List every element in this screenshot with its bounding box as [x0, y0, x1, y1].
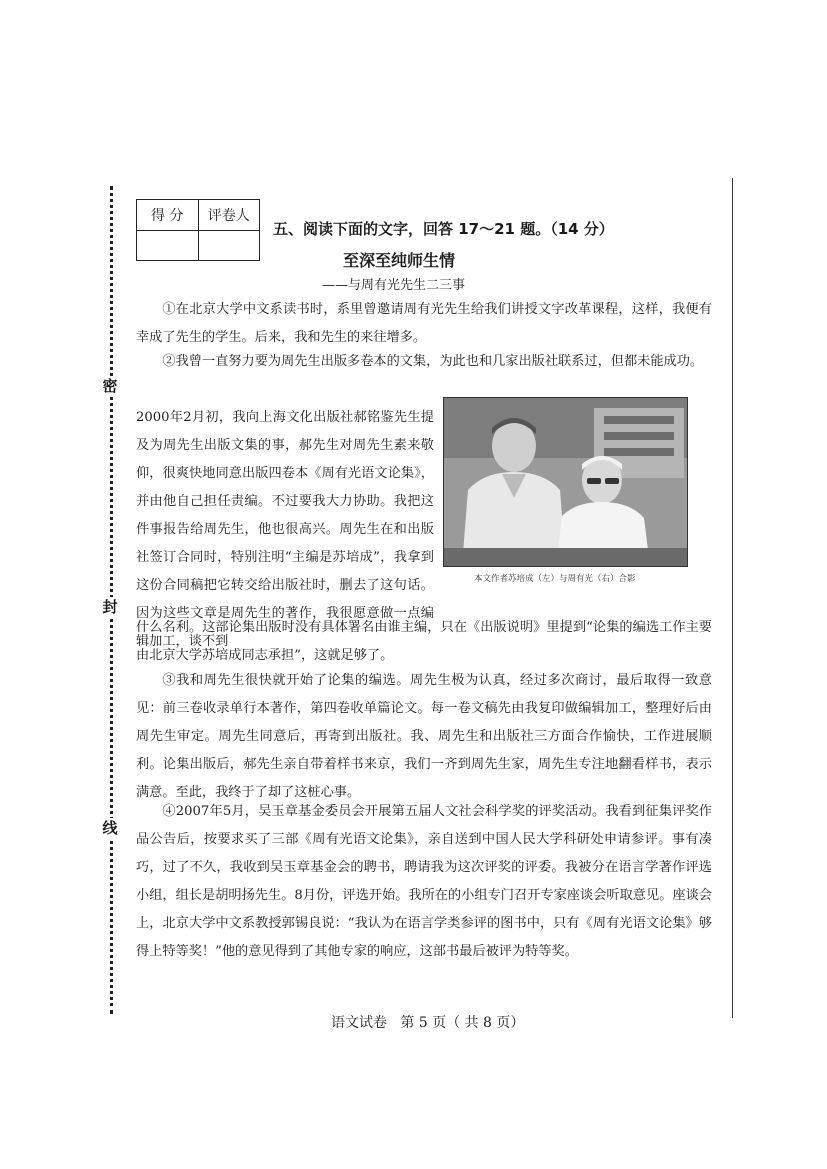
binding-mark-feng: 封 [100, 597, 120, 617]
section-heading: 五、阅读下面的文字，回答 17～21 题。（14 分） [273, 220, 614, 238]
score-table [136, 199, 260, 261]
paragraph-3-text: ③我和周先生很快就开始了论集的编选。周先生极为认真，经过多次商讨，最后取得一致意见：前三卷收录单行本著作，第四卷收单篇论文。每一卷文稿先由我复印做编辑加工，整理好后由周先生审定。周先生同意后，再寄到出版社。我、周先生和出版社三方面合作愉快，工作进展顺利。论集出版后，郝先生亲自带着样书来京，我们一齐到周先生家，周先生专注地翻看样书，表示满意。至此，我终于了却了这桩心事。 [136, 673, 712, 800]
author-photo [443, 397, 688, 567]
paragraph-2-intro-text: ②我曾一直努力要为周先生出版多卷本的文集，为此也和几家出版社联系过，但都未能成功。 [162, 354, 704, 369]
paragraph-4-text: ④2007年5月，吴玉章基金委员会开展第五届人文社会科学奖的评奖活动。我看到征集评奖作品公告后，按要求买了三部《周有光语文论集》，亲自送到中国人民大学科研处申请参评。事有凑巧，过了不久，我收到吴玉章基金会的聘书，聘请我为这次评奖的评委。我被分在语言学著作评选小组，组长是胡明扬先生。8月份，评选开始。我所在的小组专门召开专家座谈会听取意见。座谈会上，北京大学中文系教授郭锡良说：“我认为在语言学类参评的图书中，只有《周有光语文论集》够得上特等奖！”他的意见得到了其他专家的响应，这部书最后被评为特等奖。 [136, 804, 712, 959]
paragraph-2-intro [136, 348, 712, 376]
article-subtitle: ——与周有光先生二三事 [322, 278, 466, 293]
article-title: 至深至纯师生情 [343, 251, 456, 270]
paragraph-2-tail-text: 什么名利。这部论集出版时没有具体署名由谁主编，只在《出版说明》里提到“论集的编选工作主要由北京大学苏培成同志承担”，这就足够了。 [136, 620, 712, 663]
photo-caption: 本文作者苏培成（左）与周有光（右）合影 [474, 574, 636, 584]
paragraph-3 [136, 667, 712, 807]
paragraph-1-text: ①在北京大学中文系读书时，系里曾邀请周有光先生给我们讲授文字改革课程，这样，我便有幸成了先生的学生。后来，我和先生的来往增多。 [136, 302, 712, 345]
page-footer: 语文试卷 第 5 页（ 共 8 页） [331, 1015, 525, 1031]
right-margin-rule [732, 178, 733, 1018]
binding-mark-xian: 线 [100, 818, 120, 838]
paragraph-4 [136, 798, 712, 966]
paragraph-2-tail [136, 614, 712, 670]
photo-illustration [444, 398, 687, 566]
grader-cell[interactable] [198, 230, 260, 261]
grader-header: 评卷人 [198, 200, 260, 231]
paragraph-2-wrapped-text: 2000年2月初，我向上海文化出版社郝铭鉴先生提及为周先生出版文集的事，郝先生对周先生素来敬仰，很爽快地同意出版四卷本《周有光语文论集》，并由他自己担任责编。不过要我大力协助。我把这件事报告给周先生，他也很高兴。周先生在和出版社签订合同时，特别注明“主编是苏培成”，我拿到这份合同稿把它转交给出版社时，删去了这句话。因为这些文章是周先生的著作，我很愿意做一点编辑加工，谈不到 [136, 410, 434, 649]
score-cell[interactable] [137, 230, 199, 261]
score-header: 得 分 [137, 200, 199, 231]
paragraph-1 [136, 296, 712, 352]
binding-mark-mi: 密 [100, 376, 120, 396]
